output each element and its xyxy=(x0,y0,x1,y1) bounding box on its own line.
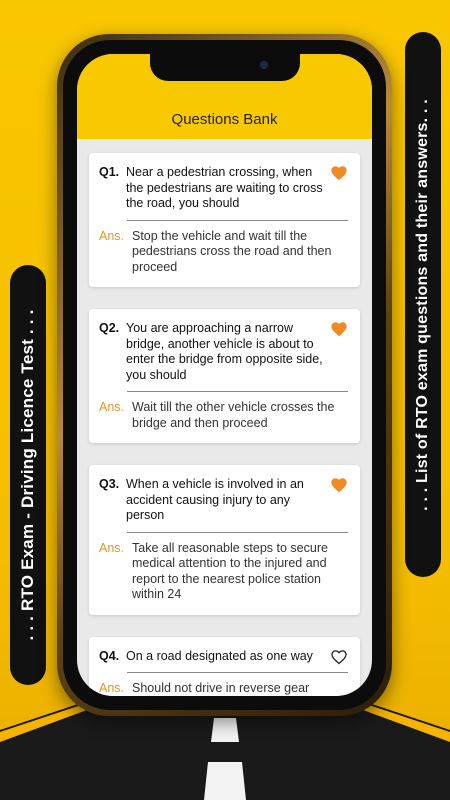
question-text: When a vehicle is involved in an accident causing injury to any person xyxy=(126,477,304,522)
question-text: On a road designated as one way xyxy=(126,648,313,663)
answer-label: Ans. xyxy=(99,681,125,695)
heart-filled-icon[interactable] xyxy=(330,165,348,181)
question-number: Q3. xyxy=(99,477,120,491)
answer-label: Ans. xyxy=(99,400,125,414)
answer-label: Ans. xyxy=(99,540,125,555)
heart-filled-icon[interactable] xyxy=(330,477,348,493)
divider xyxy=(127,672,348,673)
heart-filled-icon[interactable] xyxy=(330,321,348,337)
heart-outline-icon[interactable] xyxy=(330,649,348,665)
promo-text-left: . . . RTO Exam - Driving Licence Test . . . xyxy=(18,309,37,641)
question-text: Near a pedestrian crossing, when the pedestrians are waiting to cross the road, you should xyxy=(126,165,323,210)
question-number: Q1. xyxy=(99,165,120,179)
phone-bezel xyxy=(63,40,386,710)
answer-text: Take all reasonable steps to secure medical attention to the injured and report to the nearest police station within 24 xyxy=(132,540,328,601)
question-card[interactable] xyxy=(89,153,360,287)
question-card[interactable] xyxy=(89,637,360,697)
page-title: Questions Bank xyxy=(171,111,278,128)
divider xyxy=(127,220,348,221)
camera-icon xyxy=(260,61,268,69)
answer-text: Should not drive in reverse gear xyxy=(132,681,310,695)
answer-label: Ans. xyxy=(99,228,125,243)
answer-text: Stop the vehicle and wait till the pedestrians cross the road and then proceed xyxy=(132,228,332,274)
promo-pill-left xyxy=(10,265,46,685)
questions-list[interactable] xyxy=(77,139,372,696)
question-number: Q2. xyxy=(99,321,120,335)
divider xyxy=(127,391,348,392)
question-card[interactable] xyxy=(89,309,360,443)
divider xyxy=(127,532,348,533)
question-card[interactable] xyxy=(89,465,360,615)
promo-text-right: . . . List of RTO exam questions and their answers. . . xyxy=(414,98,431,511)
question-text: You are approaching a narrow bridge, another vehicle is about to enter the bridge from opposite side, you should xyxy=(126,321,323,382)
phone-screen xyxy=(77,54,372,696)
answer-text: Wait till the other vehicle crosses the bridge and then proceed xyxy=(132,400,335,430)
question-number: Q4. xyxy=(99,648,120,663)
phone-frame xyxy=(57,34,392,716)
promo-pill-right xyxy=(405,32,441,577)
phone-notch xyxy=(150,54,300,81)
